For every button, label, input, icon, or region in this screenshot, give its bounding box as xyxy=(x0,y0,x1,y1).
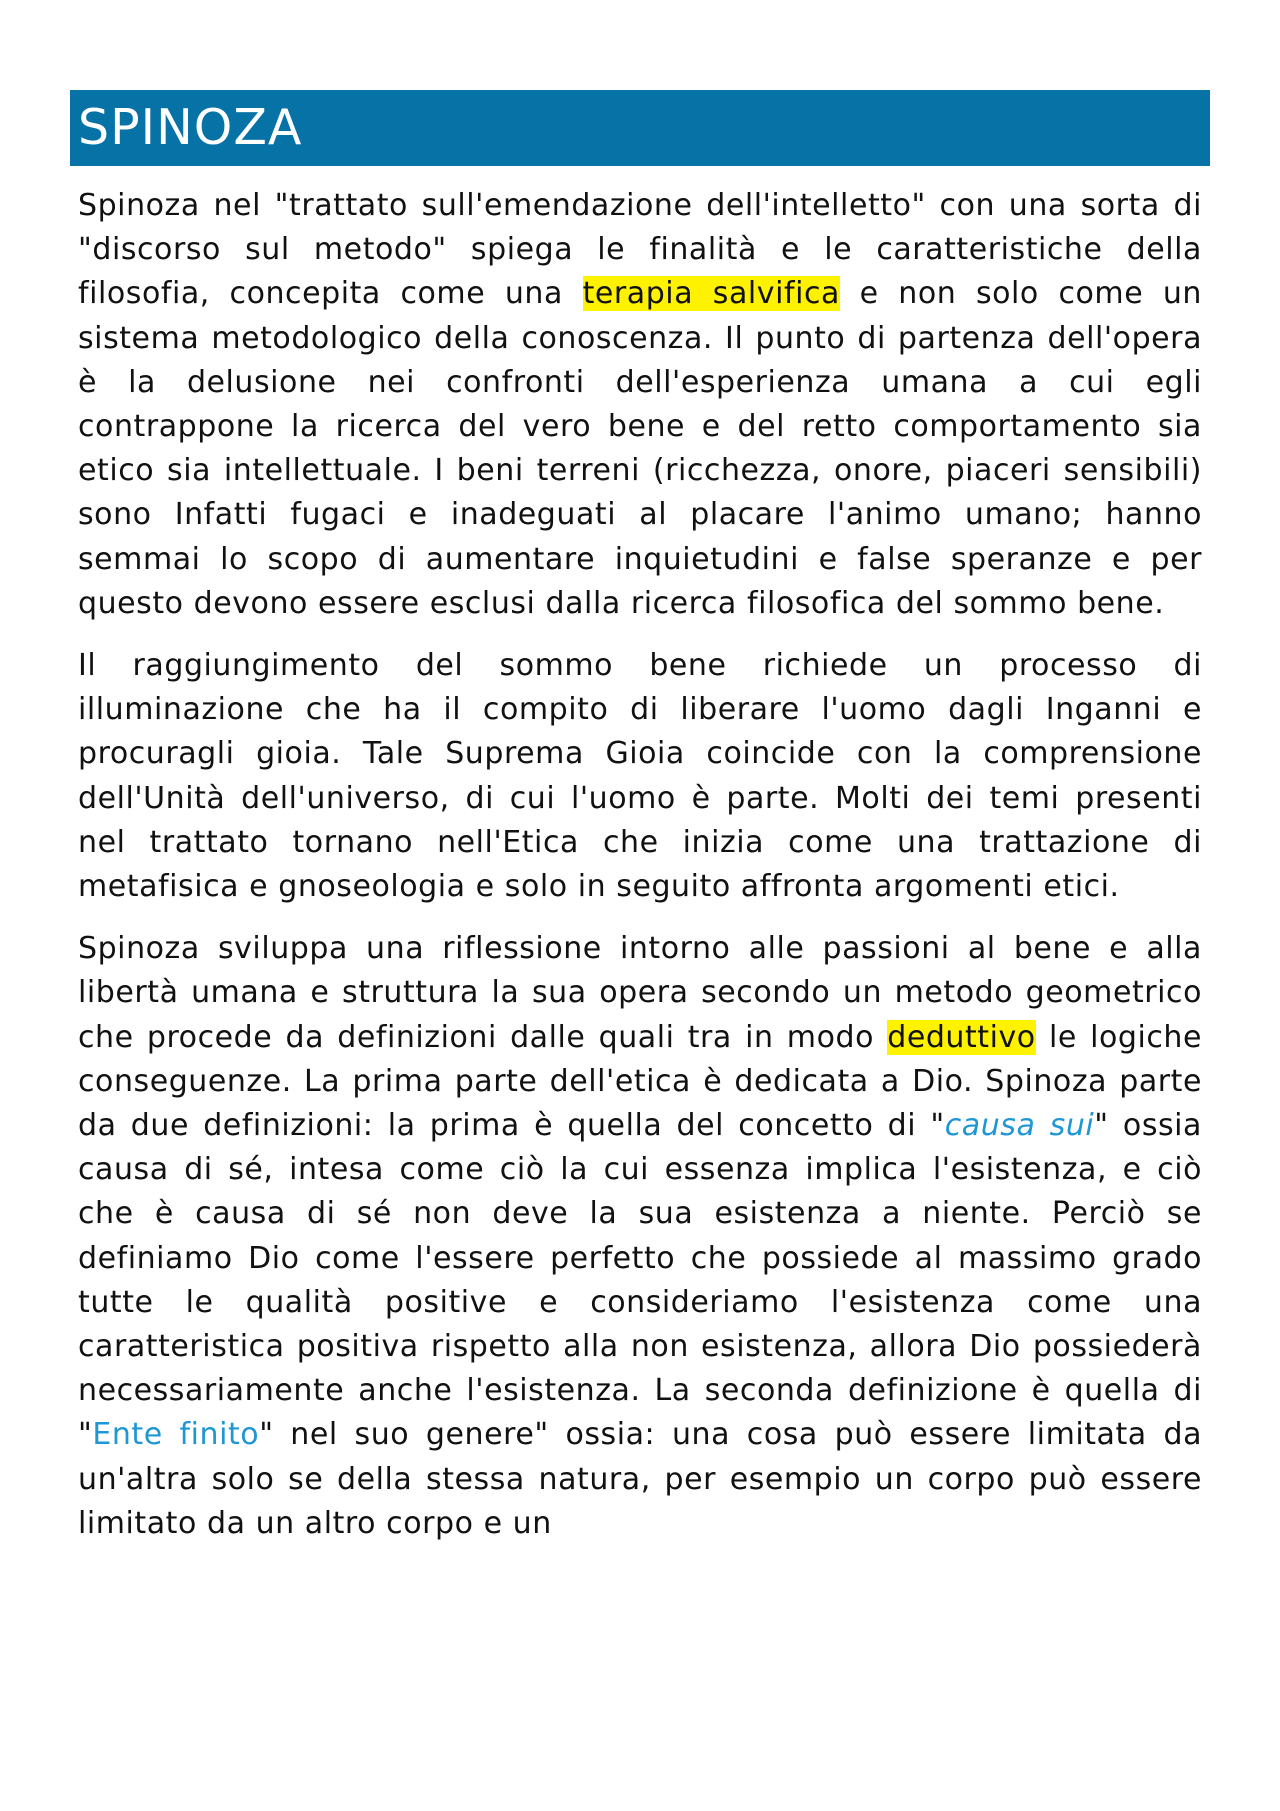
paragraph-3-text-a: Spinoza sviluppa una riflessione intorno alle passioni al bene e alla libertà umana e struttura la sua opera secondo un metodo geometrico che procede da definizioni dalle quali tra in modo xyxy=(78,931,1202,1055)
paragraph-1-text-a: Spinoza nel "trattato sull'emendazione dell'intelletto" con una sorta di "discorso sul metodo" spiega le finalità e le caratteristiche della filosofia, concepita come una xyxy=(78,188,1202,312)
title-banner xyxy=(70,90,1210,166)
highlight-deduttivo: deduttivo xyxy=(887,1019,1036,1055)
paragraph-1 xyxy=(78,184,1202,626)
paragraph-3 xyxy=(78,927,1202,1546)
paragraph-1-text-b: e non solo come un sistema metodologico della conoscenza. Il punto di partenza dell'opera è la delusione nei confronti dell'esperienza umana a cui egli contrappone la ricerca del vero bene e del retto comportamento sia etico sia intellettuale. I beni terreni (ricchezza, onore, piaceri sensibili) sono Infatti fugaci e inadeguati al placare l'animo umano; hanno semmai lo scopo di aumentare inquietudini e false speranze e per questo devono essere esclusi dalla ricerca filosofica del sommo bene. xyxy=(78,276,1202,621)
highlight-terapia-salvifica: terapia salvifica xyxy=(582,276,840,312)
page-title: SPINOZA xyxy=(78,99,303,156)
document-body xyxy=(78,184,1202,1564)
paragraph-3-text-d: " nel suo genere" ossia: una cosa può essere limitata da un'altra solo se della stessa natura, per esempio un corpo può essere limitato da un altro corpo e un xyxy=(78,1417,1203,1541)
paragraph-2: Il raggiungimento del sommo bene richiede un processo di illuminazione che ha il compito di liberare l'uomo dagli Inganni e procuragli gioia. Tale Suprema Gioia coincide con la comprensione dell'Unità dell'universo, di cui l'uomo è parte. Molti dei temi presenti nel trattato tornano nell'Etica che inizia come una trattazione di metafisica e gnoseologia e solo in seguito affronta argomenti etici. xyxy=(78,648,1202,905)
term-ente-finito: Ente finito xyxy=(92,1417,260,1453)
paragraph-3-text-b: le logiche conseguenze. La prima parte dell'etica è dedicata a Dio. Spinoza parte da due definizioni: la prima è quella del concetto di " xyxy=(78,1019,1202,1144)
paragraph-3-text-c: " ossia causa di sé, intesa come ciò la cui essenza implica l'esistenza, e ciò che è causa di sé non deve la sua esistenza a niente. Perciò se definiamo Dio come l'essere perfetto che possiede al massimo grado tutte le qualità positive e consideriamo l'esistenza come una caratteristica positiva rispetto alla non esistenza, allora Dio possiederà necessariamente anche l'esistenza. La seconda definizione è quella di " xyxy=(78,1108,1202,1453)
term-causa-sui: causa sui xyxy=(944,1108,1095,1144)
